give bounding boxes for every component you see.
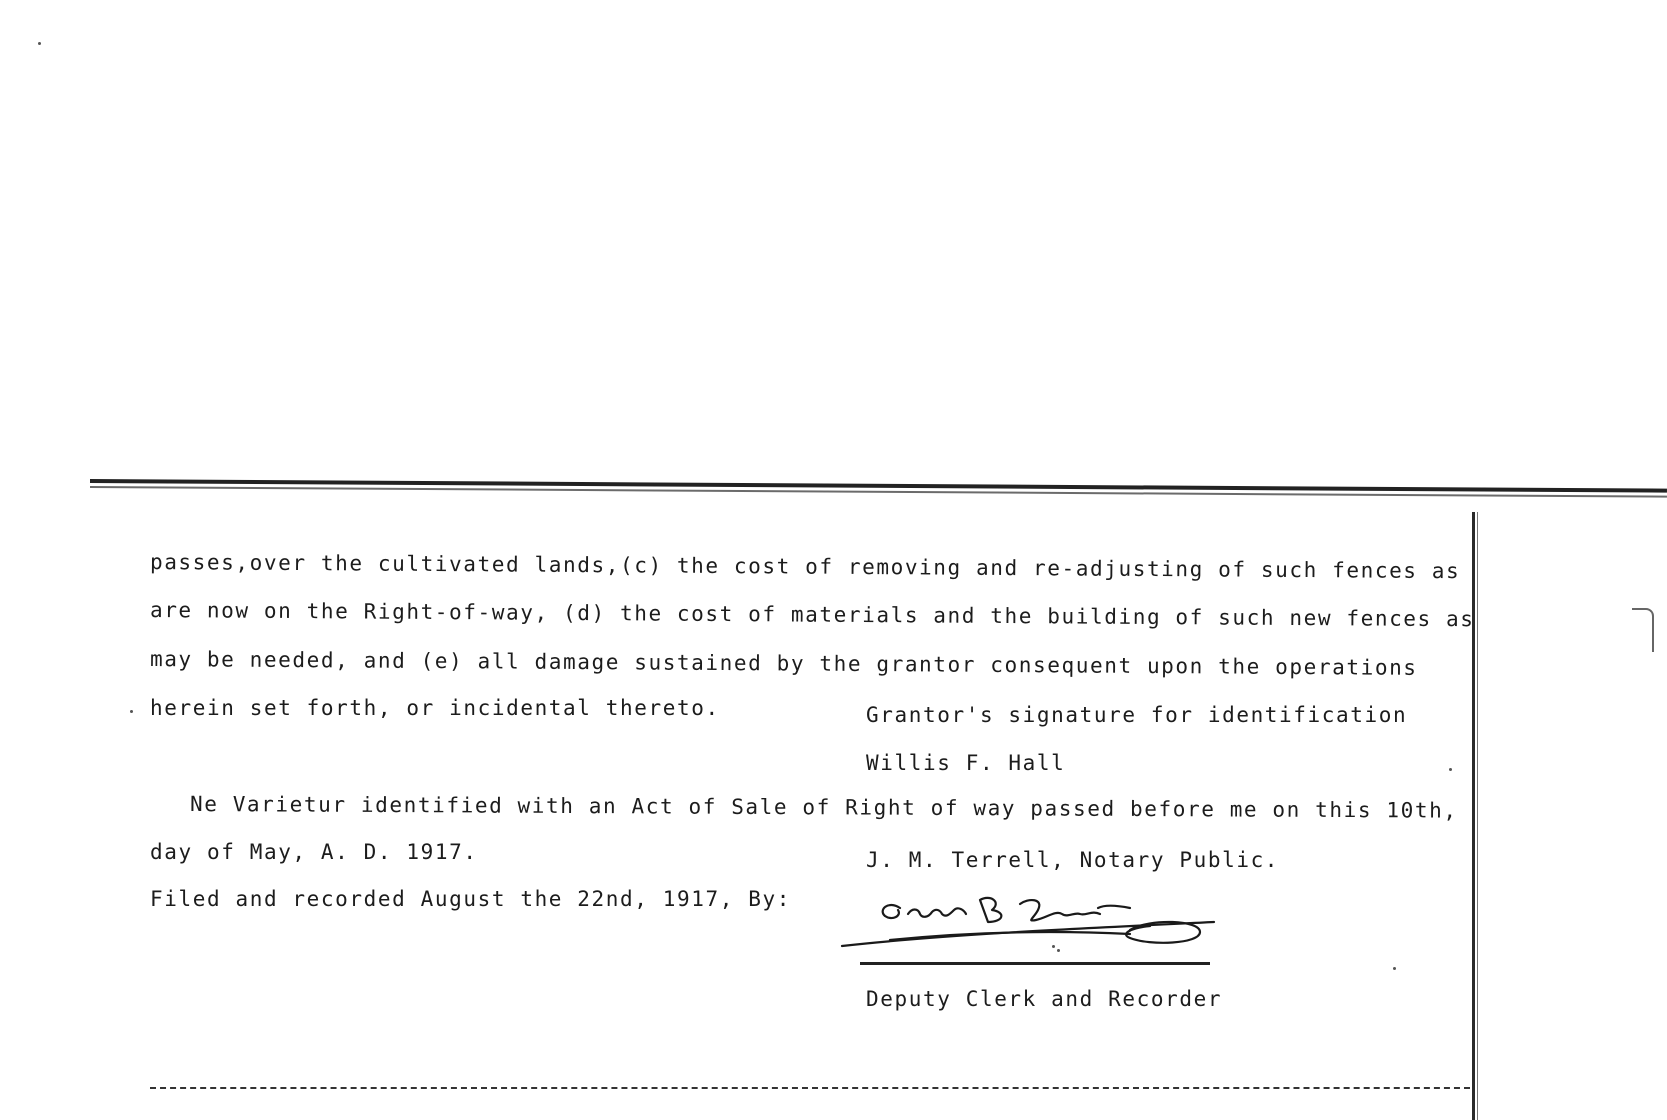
deputy-clerk-title: Deputy Clerk and Recorder	[866, 987, 1223, 1011]
signature-rule	[860, 962, 1210, 965]
scan-speck	[38, 42, 41, 45]
dashed-footer-rule	[150, 1087, 1470, 1089]
notary-line: J. M. Terrell, Notary Public.	[866, 848, 1280, 872]
grantor-signature-label: Grantor's signature for identification	[866, 703, 1408, 727]
scan-speck	[1393, 967, 1396, 970]
body-line-3: may be needed, and (e) all damage sustained by the grantor consequent upon the operations	[149, 647, 1418, 680]
body-line-2: are now on the Right-of-way, (d) the cost of materials and the building of such new fences as	[149, 598, 1475, 632]
handwritten-signature	[830, 890, 1230, 960]
grantor-name: Willis F. Hall	[866, 751, 1066, 775]
right-margin-rule-secondary	[1477, 512, 1478, 1120]
scan-speck	[1057, 949, 1060, 952]
ne-varietur-line: Ne Varietur identified with an Act of Sale of Right of way passed before me on this 10th,	[189, 792, 1458, 823]
right-margin-rule	[1472, 512, 1475, 1120]
margin-bracket-mark	[1632, 608, 1654, 652]
scan-speck	[130, 710, 133, 713]
date-line: day of May, A. D. 1917.	[150, 840, 478, 864]
scan-speck	[1449, 768, 1452, 771]
filed-recorded-line: Filed and recorded August the 22nd, 1917, By:	[150, 887, 791, 911]
body-line-4: herein set forth, or incidental thereto.	[150, 696, 720, 720]
body-line-1: passes,over the cultivated lands,(c) the cost of removing and re-adjusting of such fences as	[149, 550, 1461, 584]
scan-speck	[1052, 945, 1055, 948]
